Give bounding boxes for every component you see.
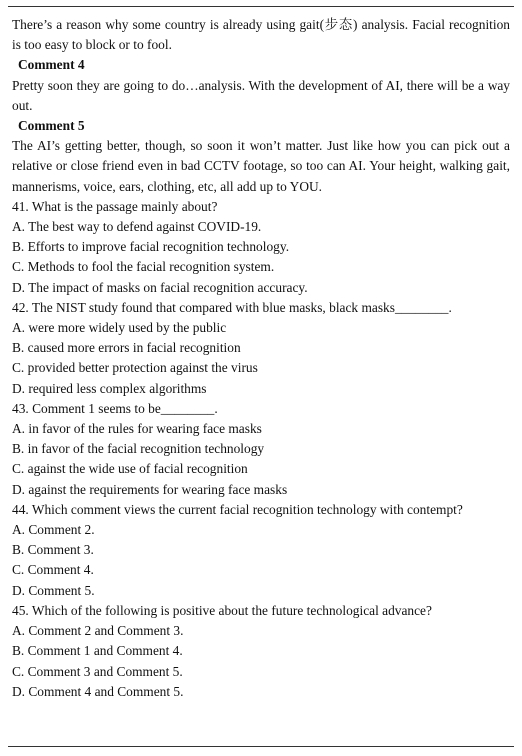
question-45-stem: 45. Which of the following is positive about the future technological advance? [12,602,432,618]
bottom-divider [8,746,514,747]
question-42-option-d: D. required less complex algorithms [12,380,207,396]
question-43-option-c: C. against the wide use of facial recognition [12,461,248,477]
question-45 [12,601,510,702]
comment-5-heading: Comment 5 [18,118,85,134]
question-43-option-a: A. in favor of the rules for wearing face masks [12,421,262,437]
passage-content [12,15,510,702]
question-44 [12,500,510,601]
top-divider [8,6,514,7]
comment-4-text: Pretty soon they are going to do…analysis. With the development of AI, there will be a way out. [12,77,510,113]
comment-4-heading: Comment 4 [18,57,85,73]
question-41-option-a: A. The best way to defend against COVID-19. [12,219,262,235]
question-42 [12,298,510,399]
question-41-stem: 41. What is the passage mainly about? [12,198,218,214]
question-44-option-d: D. Comment 5. [12,582,95,598]
comment-3-text: There’s a reason why some country is already using gait(步态) analysis. Facial recognition is too easy to block or to fool. [12,17,510,53]
question-45-option-a: A. Comment 2 and Comment 3. [12,623,184,639]
question-43-stem: 43. Comment 1 seems to be________. [12,400,218,416]
question-45-option-d: D. Comment 4 and Comment 5. [12,683,184,699]
question-43-option-b: B. in favor of the facial recognition technology [12,441,265,457]
question-41-option-b: B. Efforts to improve facial recognition technology. [12,239,290,255]
question-43-option-d: D. against the requirements for wearing face masks [12,481,288,497]
question-45-option-b: B. Comment 1 and Comment 4. [12,643,183,659]
comment-5-text: The AI’s getting better, though, so soon it won’t matter. Just like how you can pick out a relative or close friend even in bad CCTV footage, so too can AI. Your height, walking gait, mannerisms, voice, ears, clothing, etc, all add up to YOU. [12,138,510,194]
question-45-option-c: C. Comment 3 and Comment 5. [12,663,183,679]
question-42-stem: 42. The NIST study found that compared with blue masks, black masks________. [12,299,452,315]
question-44-option-c: C. Comment 4. [12,562,94,578]
question-42-option-c: C. provided better protection against the virus [12,360,258,376]
question-42-option-a: A. were more widely used by the public [12,320,227,336]
question-43 [12,399,510,500]
question-44-option-a: A. Comment 2. [12,522,95,538]
question-41-option-d: D. The impact of masks on facial recognition accuracy. [12,279,308,295]
question-44-option-b: B. Comment 3. [12,542,94,558]
question-41-option-c: C. Methods to fool the facial recognition system. [12,259,275,275]
question-42-option-b: B. caused more errors in facial recognition [12,340,241,356]
question-41 [12,197,510,298]
question-44-stem: 44. Which comment views the current facial recognition technology with contempt? [12,501,463,517]
